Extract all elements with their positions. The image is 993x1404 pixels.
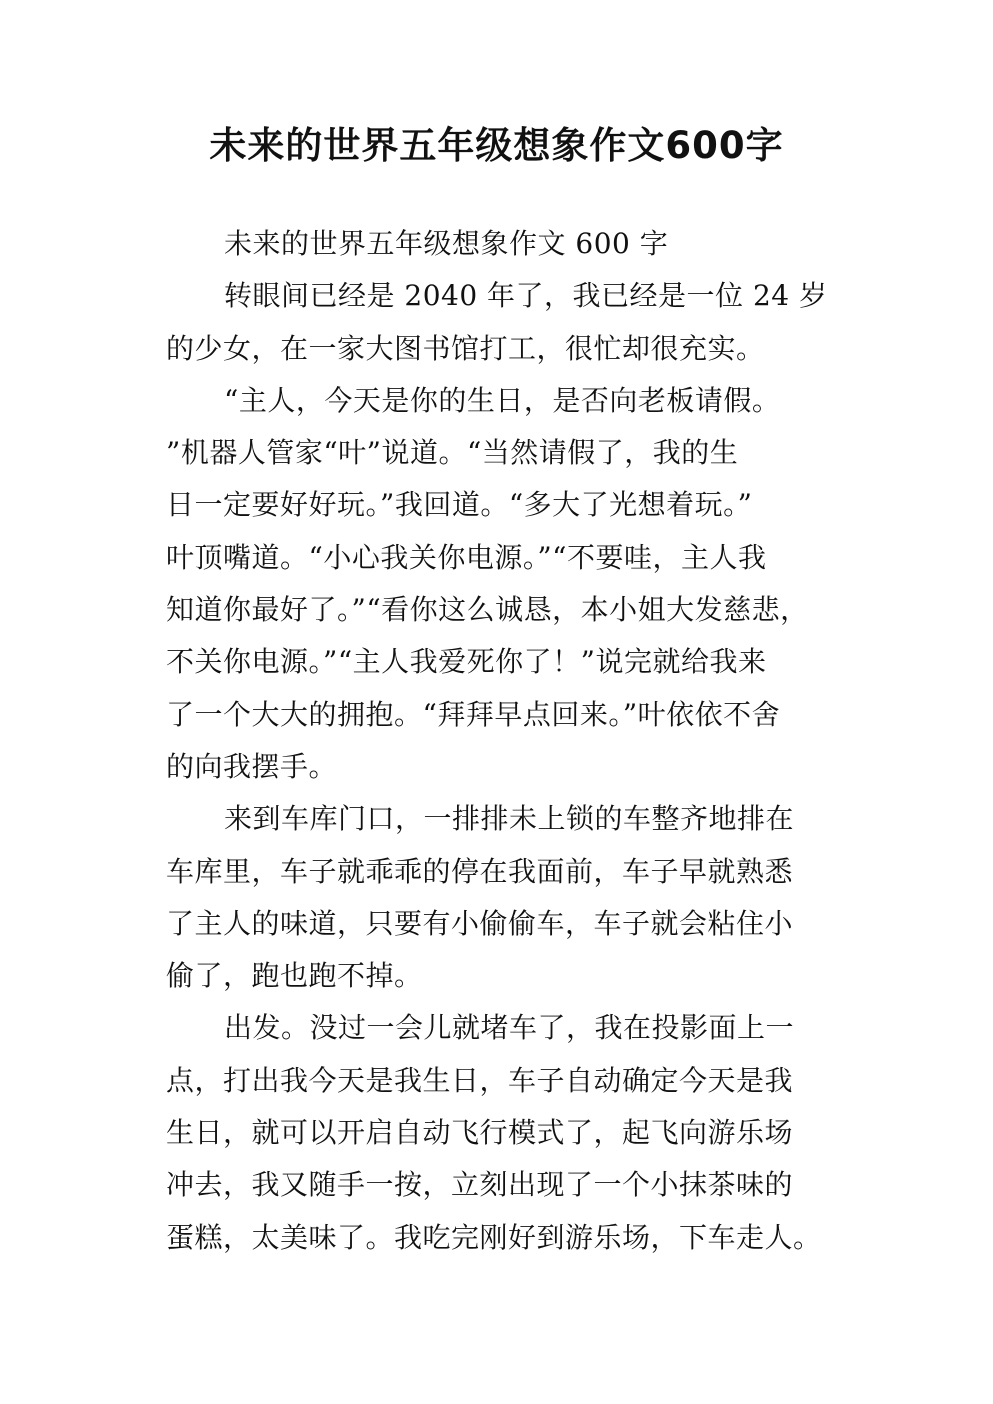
text-line: 叶顶嘴道。“小心我关你电源。”“不要哇，主人我: [166, 540, 767, 574]
document-body: [166, 218, 846, 1264]
text-line: 蛋糕，太美味了。我吃完刚好到游乐场，下车走人。: [166, 1220, 822, 1254]
text-line: 的向我摆手。: [166, 749, 338, 783]
text-line: 车库里，车子就乖乖的停在我面前，车子早就熟悉: [166, 854, 794, 888]
text-line: 不关你电源。”“主人我爱死你了！”说完就给我来: [166, 645, 767, 679]
text-line: 转眼间已经是 2040 年了，我已经是一位 24 岁: [224, 279, 828, 313]
text-line: 知道你最好了。”“看你这么诚恳，本小姐大发慈悲，: [166, 593, 809, 627]
text-line: 生日，就可以开启自动飞行模式了，起飞向游乐场: [166, 1116, 794, 1150]
document-title: 未来的世界五年级想象作文600字: [209, 124, 784, 167]
text-line: 的少女，在一家大图书馆打工，很忙却很充实。: [166, 331, 765, 365]
text-line: 来到车库门口，一排排未上锁的车整齐地排在: [224, 802, 795, 836]
text-line: 偷了，跑也跑不掉。: [166, 959, 423, 993]
text-line: 冲去，我又随手一按，立刻出现了一个小抹茶味的: [166, 1168, 794, 1202]
text-line: “主人，今天是你的生日，是否向老板请假。: [224, 383, 781, 417]
text-line: 了一个大大的拥抱。“拜拜早点回来。”叶依依不舍: [166, 697, 781, 731]
text-line: 出发。没过一会儿就堵车了，我在投影面上一: [224, 1011, 795, 1045]
text-line: 日一定要好好玩。”我回道。“多大了光想着玩。”: [166, 488, 753, 522]
text-line: 点，打出我今天是我生日，车子自动确定今天是我: [166, 1063, 794, 1097]
text-line: ”机器人管家“叶”说道。“当然请假了，我的生: [166, 436, 739, 470]
text-line: 了主人的味道，只要有小偷偷车，车子就会粘住小: [166, 906, 794, 940]
text-line: 未来的世界五年级想象作文 600 字: [224, 227, 669, 260]
